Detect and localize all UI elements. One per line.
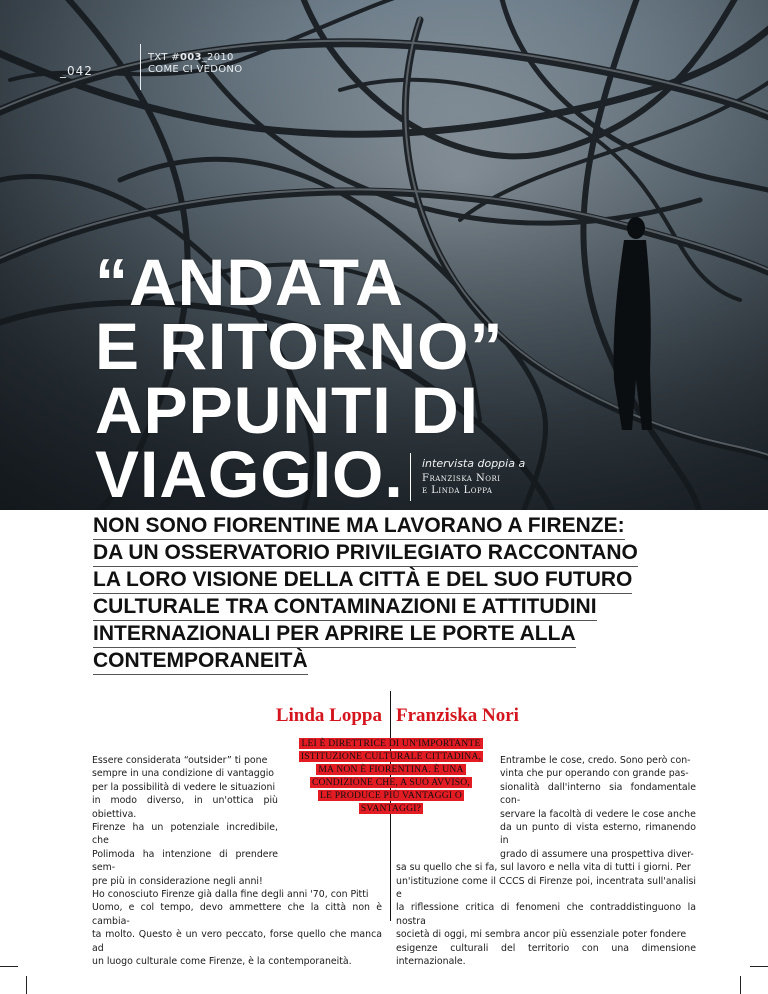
byline-names bbox=[422, 473, 501, 497]
question-line: ISTITUZIONE CULTURALE CITTADINA, bbox=[300, 751, 482, 762]
issue-divider bbox=[140, 44, 141, 90]
headline-line: E RITORNO” bbox=[95, 309, 504, 383]
deck-line: INTERNAZIONALI PER APRIRE LE PORTE ALLA bbox=[93, 623, 576, 648]
crop-mark bbox=[750, 966, 768, 967]
text-line: pre più in considerazione negli anni! bbox=[92, 875, 263, 887]
headline-line: APPUNTI DI bbox=[95, 373, 480, 447]
deck-line: CONTEMPORANEITÀ bbox=[93, 650, 308, 675]
text-line: per la possibilità di vedere le situazioni bbox=[92, 781, 276, 793]
byline bbox=[410, 453, 540, 501]
deck-line: NON SONO FIORENTINE MA LAVORANO A FIRENZE: bbox=[93, 515, 625, 540]
page-number: _042 bbox=[60, 64, 93, 78]
question-line: LE PRODUCE PIÙ VANTAGGI O bbox=[320, 790, 462, 801]
text-line: Firenze ha un potenziale incredibile, che bbox=[92, 822, 278, 847]
text-line: esigenze culturali del territorio con una dimensione internazionale. bbox=[396, 942, 696, 968]
byline-name: e Linda Loppa bbox=[422, 485, 493, 496]
deck-headline bbox=[93, 515, 693, 677]
byline-lead: intervista doppia a bbox=[422, 457, 526, 470]
text-line: da un punto di vista esterno, rimanendo in bbox=[500, 822, 696, 847]
deck-line: LA LORO VISIONE DELLA CITTÀ E DEL SUO FUTURO bbox=[93, 569, 632, 594]
issue-number: 003 bbox=[179, 52, 202, 63]
text-line: Essere considerata “outsider” ti pone bbox=[92, 755, 268, 766]
question-line: LEI È DIRETTRICE DI UN'IMPORTANTE bbox=[301, 738, 481, 749]
deck-line: DA UN OSSERVATORIO PRIVILEGIATO RACCONTANO bbox=[93, 542, 638, 567]
issue-info bbox=[148, 52, 242, 76]
headline-line: VIAGGIO. bbox=[95, 437, 404, 510]
text-line: Uomo, e col tempo, devo ammettere che la città non è cambia- bbox=[92, 902, 382, 927]
section-name: COME CI VEDONO bbox=[148, 64, 243, 75]
text-line: sionalità dall'interno sia fondamentale con- bbox=[500, 781, 696, 807]
answer-right-narrow bbox=[500, 754, 696, 861]
interviewee-left: Linda Loppa bbox=[275, 705, 382, 726]
question-line: SVANTAGGI? bbox=[360, 803, 422, 814]
issue-year: _2010 bbox=[201, 52, 234, 63]
text-line: ta molto. Questo è un vero peccato, forse quello che manca ad bbox=[92, 929, 382, 954]
text-line: vinta che pur operando con grande pas- bbox=[500, 768, 689, 780]
text-line: Entrambe le cose, credo. Sono però con- bbox=[500, 755, 691, 766]
text-line: grado di assumere una prospettiva diver- bbox=[500, 848, 694, 860]
crop-mark bbox=[0, 966, 18, 967]
text-line: Polimoda ha intenzione di prendere sem- bbox=[92, 848, 278, 874]
question-line: CONDIZIONE CHE, A SUO AVVISO, bbox=[311, 777, 471, 788]
question-line: MA NON È FIORENTINA. È UNA bbox=[318, 764, 464, 775]
crop-mark bbox=[740, 976, 741, 994]
headline-line: “ANDATA bbox=[95, 245, 404, 319]
answer-left-narrow bbox=[92, 754, 278, 888]
issue-prefix: TXT # bbox=[148, 52, 180, 63]
text-line: la riflessione critica di fenomeni che contraddistinguono la nostra bbox=[396, 902, 696, 927]
interview-question bbox=[286, 737, 496, 815]
text-line: sa su quello che si fa, sul lavoro e nella vita di tutti i giorni. Per bbox=[396, 862, 691, 874]
text-line: un luogo culturale come Firenze, è la contemporaneità. bbox=[92, 956, 352, 968]
crop-mark bbox=[26, 976, 27, 994]
byline-divider bbox=[410, 453, 411, 501]
byline-name: Franziska Nori bbox=[422, 473, 501, 484]
text-line: un'istituzione come il CCCS di Firenze poi, incentrata sull'analisi e bbox=[396, 875, 696, 901]
text-line: società di oggi, mi sembra ancor più essenziale poter fondere bbox=[396, 929, 687, 941]
text-line: in modo diverso, in un'ottica più obiettiva. bbox=[92, 795, 278, 820]
interviewee-right: Franziska Nori bbox=[396, 705, 519, 726]
text-line: sempre in una condizione di vantaggio bbox=[92, 768, 275, 780]
text-line: Ho conosciuto Firenze già dalla fine degli anni '70, con Pitti bbox=[92, 889, 369, 901]
text-line: servare la facoltà di vedere le cose anche bbox=[500, 808, 696, 820]
deck-line: CULTURALE TRA CONTAMINAZIONI E ATTITUDINI bbox=[93, 596, 597, 621]
